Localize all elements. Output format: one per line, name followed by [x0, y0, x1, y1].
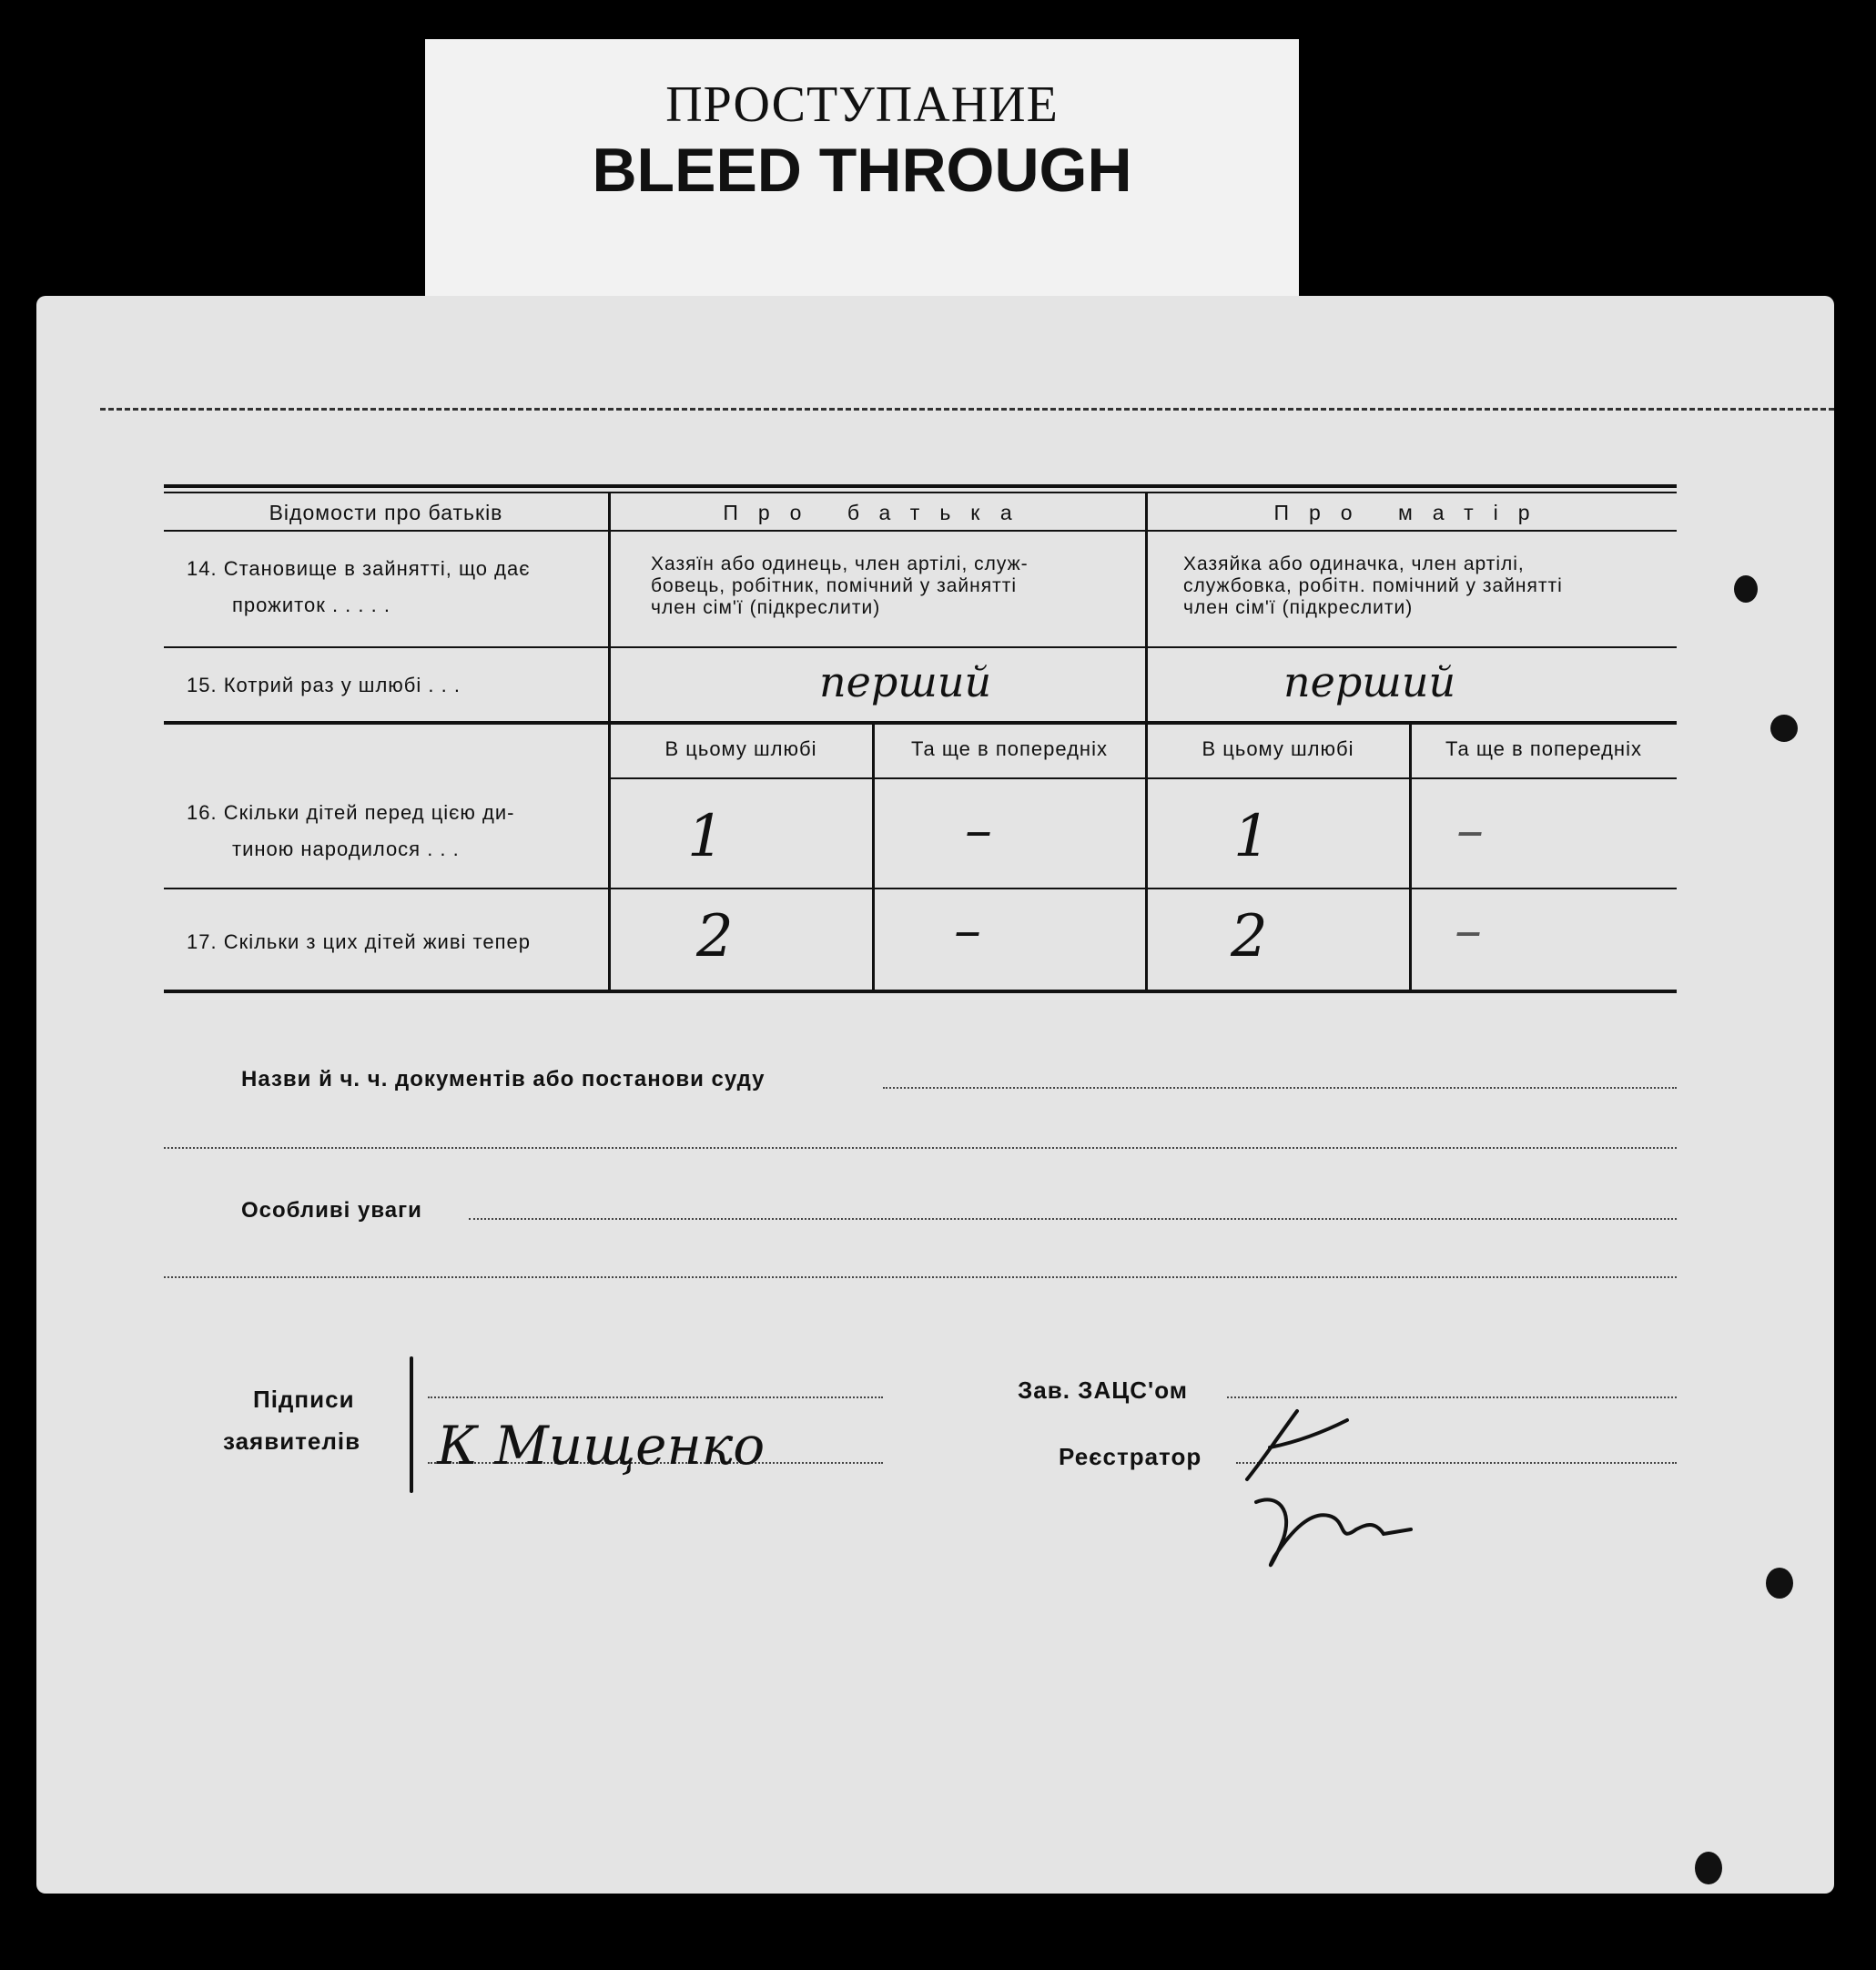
signatures-brace — [410, 1356, 413, 1493]
subheader-mother-current: В цьому шлюбі — [1202, 737, 1354, 760]
bleed-through-title-ru: ПРОСТУПАНИЕ — [665, 76, 1059, 133]
row16-mother-previous: – — [1456, 798, 1484, 862]
row16-label-line2: тиною народилося . . . — [232, 838, 460, 860]
header-parents-info: Відомости про батьків — [269, 501, 503, 524]
remarks-label: Особливі уваги — [241, 1198, 422, 1223]
punch-hole — [1695, 1852, 1722, 1884]
registrar-label: Реєстратор — [1059, 1443, 1202, 1470]
row15-father-value: перший — [819, 657, 992, 706]
row15-mother-value: перший — [1283, 657, 1456, 706]
row16-father-previous: – — [965, 798, 992, 862]
header-father: Про батька — [723, 501, 1032, 524]
subheader-father-current: В цьому шлюбі — [664, 737, 817, 760]
documents-label: Назви й ч. ч. документів або постанови суду — [241, 1067, 766, 1092]
row14-father-line2: бовець, робітник, помічний у зайнятті — [651, 575, 1018, 596]
parents-info-table — [164, 484, 1677, 994]
row17-mother-previous: – — [1455, 899, 1482, 962]
row14-father-line3: член сім'ї (підкреслити) — [651, 597, 881, 618]
signatures-label-line2: заявителів — [223, 1427, 361, 1455]
row15-label: 15. Котрий раз у шлюбі . . . — [187, 674, 461, 696]
row17-mother-current: 2 — [1231, 903, 1268, 970]
row16-father-current: 1 — [687, 803, 725, 870]
punch-hole — [1766, 1568, 1793, 1599]
row17-father-current: 2 — [696, 903, 734, 970]
row17-label: 17. Скільки з цих дітей живі тепер — [187, 930, 531, 953]
punch-hole — [1734, 575, 1758, 603]
subheader-father-previous: Та ще в попередніх — [911, 737, 1108, 760]
documents-field-line-2 — [164, 1147, 1677, 1149]
header-mother: Про матір — [1273, 501, 1550, 524]
signatures-label-line1: Підписи — [253, 1386, 355, 1413]
applicant-signature: К Мищенко — [437, 1415, 766, 1477]
row14-father-line1: Хазяїн або одинець, член артілі, служ- — [651, 553, 1029, 574]
bleed-through-card — [425, 39, 1299, 312]
row14-mother-line3: член сім'ї (підкреслити) — [1183, 597, 1414, 618]
head-label: Зав. ЗАЦС'ом — [1018, 1376, 1188, 1404]
applicant-signature-line-1 — [428, 1396, 883, 1398]
row16-mother-current: 1 — [1233, 803, 1271, 870]
bleed-through-title-en: BLEED THROUGH — [592, 136, 1132, 205]
row14-label-line2: прожиток . . . . . — [232, 594, 390, 616]
subheader-mother-previous: Та ще в попередніх — [1445, 737, 1642, 760]
row16-label-line1: 16. Скільки дітей перед цією ди- — [187, 801, 515, 824]
row14-mother-line2: службовка, робітн. помічний у зайнятті — [1183, 575, 1563, 596]
remarks-field-line — [469, 1218, 1677, 1220]
documents-field-line — [883, 1087, 1677, 1089]
registrar-signature-icon — [1229, 1393, 1465, 1584]
remarks-field-line-2 — [164, 1276, 1677, 1278]
punch-hole — [1770, 715, 1798, 742]
perforation-line — [100, 408, 1834, 411]
row14-mother-line1: Хазяйка або одиначка, член артілі, — [1183, 553, 1525, 574]
row17-father-previous: – — [954, 899, 981, 962]
row14-label-line1: 14. Становище в зайнятті, що дає — [187, 557, 531, 580]
